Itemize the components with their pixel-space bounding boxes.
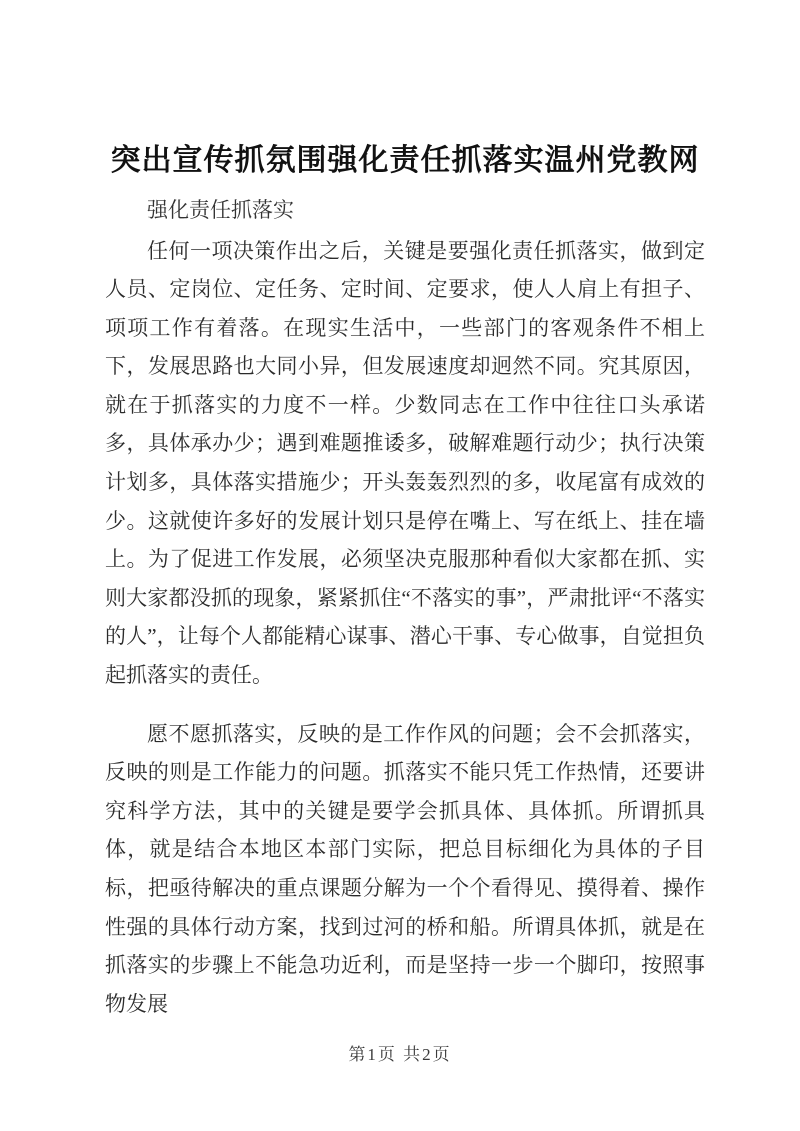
page-footer	[0, 1040, 800, 1065]
document-subtitle: 强化责任抓落实	[147, 197, 294, 222]
paragraph-1: 任何一项决策作出之后，关键是要强化责任抓落实，做到定人员、定岗位、定任务、定时间、定要求，使人人肩上有担子、项项工作有着落。在现实生活中，一些部门的客观条件不相上下，发展思路也大同小异，但发展速度却迥然不同。究其原因，就在于抓落实的力度不一样。少数同志在工作中往往口头承诺多，具体承办少；遇到难题推诿多，破解难题行动少；执行决策计划多，具体落实措施少；开头轰轰烈烈的多，收尾富有成效的少。这就使许多好的发展计划只是停在嘴上、写在纸上、挂在墙上。为了促进工作发展，必须坚决克服那种看似大家都在抓、实则大家都没抓的现象，紧紧抓住“不落实的事”，严肃批评“不落实的人”，让每个人都能精心谋事、潜心干事、专心做事，自觉担负起抓落实的责任。	[105, 238, 705, 688]
document-title: 突出宣传抓氛围强化责任抓落实温州党教网	[110, 144, 700, 177]
paragraph-2: 愿不愿抓落实，反映的是工作作风的问题；会不会抓落实，反映的则是工作能力的问题。抓落实不能只凭工作热情，还要讲究科学方法，其中的关键是要学会抓具体、具体抓。所谓抓具体，就是结合本地区本部门实际，把总目标细化为具体的子目标，把亟待解决的重点课题分解为一个个看得见、摸得着、操作性强的具体行动方案，找到过河的桥和船。所谓具体抓，就是在抓落实的步骤上不能急功近利，而是坚持一步一个脚印，按照事物发展	[105, 721, 705, 1016]
page-number-indicator: 第1页 共2页	[348, 1045, 452, 1064]
